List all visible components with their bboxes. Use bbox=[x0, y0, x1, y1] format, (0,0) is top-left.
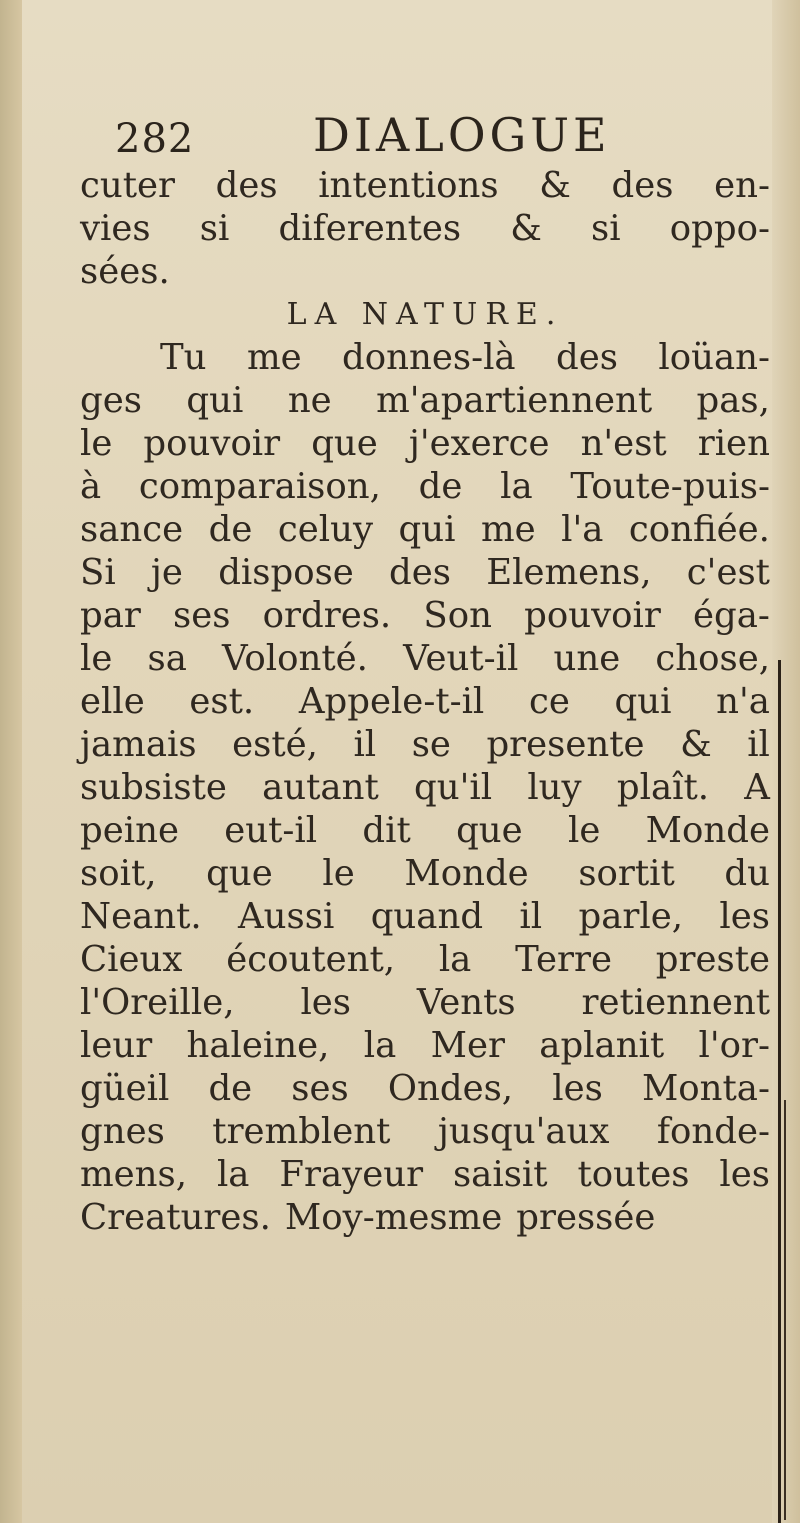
word: Appele-t-il bbox=[298, 681, 485, 722]
word: se bbox=[411, 724, 451, 765]
text-line bbox=[80, 164, 770, 207]
word: des bbox=[389, 552, 451, 593]
word: intentions bbox=[318, 165, 499, 206]
word: de bbox=[418, 466, 463, 507]
text-line bbox=[80, 766, 770, 809]
word: ges bbox=[80, 380, 142, 421]
page-edge-shadow bbox=[778, 660, 781, 1523]
word: retiennent bbox=[581, 982, 770, 1023]
word: des bbox=[215, 165, 278, 206]
text-line bbox=[80, 1110, 770, 1153]
word: la bbox=[216, 1154, 250, 1195]
word: Terre bbox=[515, 939, 613, 980]
text-line bbox=[80, 594, 770, 637]
word: l'a bbox=[561, 509, 604, 550]
word: qui bbox=[398, 509, 456, 550]
text-line bbox=[80, 336, 770, 379]
text-line bbox=[80, 852, 770, 895]
word: aplanit bbox=[539, 1025, 665, 1066]
word: n'est bbox=[580, 423, 667, 464]
word: écoutent, bbox=[226, 939, 396, 980]
word: ordres. bbox=[262, 595, 392, 636]
word: de bbox=[208, 1068, 253, 1109]
word: Aussi bbox=[238, 896, 335, 937]
word: à bbox=[80, 466, 102, 507]
word: qui bbox=[614, 681, 672, 722]
word: je bbox=[150, 552, 183, 593]
word: presente bbox=[486, 724, 645, 765]
word: du bbox=[724, 853, 770, 894]
word: celuy bbox=[277, 509, 374, 550]
text-line bbox=[80, 551, 770, 594]
word: Volonté. bbox=[222, 638, 368, 679]
word: Mer bbox=[430, 1025, 505, 1066]
word: Monde bbox=[404, 853, 529, 894]
word: qui bbox=[186, 380, 244, 421]
word: Monta- bbox=[641, 1068, 770, 1109]
word: les bbox=[300, 982, 352, 1023]
word: diferentes bbox=[278, 208, 462, 249]
word: jamais bbox=[80, 724, 197, 765]
page-right-edge bbox=[772, 0, 800, 1523]
page-number: 282 bbox=[115, 116, 195, 162]
word: ses bbox=[173, 595, 231, 636]
word: il bbox=[519, 896, 543, 937]
word: Son bbox=[423, 595, 492, 636]
text-line bbox=[80, 1153, 770, 1196]
word: la bbox=[438, 939, 472, 980]
word: luy bbox=[527, 767, 582, 808]
text-line bbox=[80, 422, 770, 465]
text-line bbox=[80, 680, 770, 723]
word: que bbox=[311, 423, 378, 464]
text-line bbox=[80, 379, 770, 422]
word: vies bbox=[80, 208, 151, 249]
page-header bbox=[115, 108, 735, 168]
word: & bbox=[680, 724, 712, 765]
word: esté, bbox=[232, 724, 318, 765]
word: Veut-il bbox=[403, 638, 519, 679]
text-line bbox=[80, 1024, 770, 1067]
word: Creatures. bbox=[80, 1197, 271, 1238]
page-edge-shadow-inner bbox=[784, 1100, 786, 1520]
word: éga- bbox=[693, 595, 770, 636]
word: Neant. bbox=[80, 896, 202, 937]
text-line bbox=[80, 981, 770, 1024]
word: eut-il bbox=[224, 810, 318, 851]
word: Si bbox=[80, 552, 116, 593]
word: si bbox=[591, 208, 621, 249]
word: sance bbox=[80, 509, 184, 550]
word: Frayeur bbox=[279, 1154, 424, 1195]
word: m'apartiennent bbox=[376, 380, 653, 421]
text-line bbox=[80, 207, 770, 250]
word: me bbox=[246, 337, 302, 378]
word: & bbox=[510, 208, 542, 249]
text-line bbox=[80, 1067, 770, 1110]
word: les bbox=[719, 1154, 770, 1195]
word: ses bbox=[291, 1068, 349, 1109]
text-line bbox=[80, 809, 770, 852]
text-line bbox=[80, 250, 770, 293]
word: Elemens, bbox=[486, 552, 652, 593]
word: oppo- bbox=[669, 208, 770, 249]
word: sortit bbox=[578, 853, 675, 894]
word: cuter bbox=[80, 165, 175, 206]
text-line bbox=[80, 637, 770, 680]
word: Tu bbox=[160, 337, 207, 378]
word: Ondes, bbox=[387, 1068, 514, 1109]
word: la bbox=[500, 466, 533, 507]
word: plaît. bbox=[616, 767, 710, 808]
text-line bbox=[80, 1196, 770, 1239]
word: il bbox=[747, 724, 770, 765]
word: que bbox=[206, 853, 273, 894]
word: Monde bbox=[645, 810, 770, 851]
word: ce bbox=[528, 681, 570, 722]
word: toutes bbox=[577, 1154, 690, 1195]
word: sées. bbox=[80, 251, 170, 292]
word: subsiste bbox=[80, 767, 227, 808]
word: l'or- bbox=[698, 1025, 770, 1066]
word: est. bbox=[189, 681, 255, 722]
word: la bbox=[363, 1025, 397, 1066]
word: que bbox=[456, 810, 523, 851]
word: le bbox=[322, 853, 355, 894]
word: les bbox=[552, 1068, 603, 1109]
body-text bbox=[80, 164, 770, 1239]
word: dispose bbox=[218, 552, 354, 593]
word: confiée. bbox=[628, 509, 770, 550]
speaker-label: LA NATURE. bbox=[286, 297, 564, 332]
word: les bbox=[719, 896, 770, 937]
word: par bbox=[80, 595, 141, 636]
text-line bbox=[80, 723, 770, 766]
word: fonde- bbox=[656, 1111, 770, 1152]
word: haleine, bbox=[186, 1025, 330, 1066]
text-line bbox=[80, 895, 770, 938]
word: en- bbox=[714, 165, 770, 206]
word: des bbox=[556, 337, 618, 378]
word: tremblent bbox=[212, 1111, 391, 1152]
word: parle, bbox=[578, 896, 684, 937]
word: leur bbox=[80, 1025, 153, 1066]
word: quand bbox=[370, 896, 484, 937]
speaker-heading bbox=[80, 293, 770, 336]
word: jusqu'aux bbox=[437, 1111, 610, 1152]
word: rien bbox=[697, 423, 770, 464]
word: dit bbox=[362, 810, 411, 851]
word: n'a bbox=[716, 681, 770, 722]
word: qu'il bbox=[414, 767, 493, 808]
scan-left-margin bbox=[0, 0, 22, 1523]
word: pressée bbox=[516, 1197, 656, 1238]
word: le bbox=[567, 810, 601, 851]
text-line bbox=[80, 938, 770, 981]
word: Toute-puis- bbox=[570, 466, 770, 507]
word: saisit bbox=[452, 1154, 548, 1195]
word: pouvoir bbox=[143, 423, 281, 464]
text-line bbox=[80, 465, 770, 508]
word: j'exerce bbox=[408, 423, 550, 464]
word: l'Oreille, bbox=[80, 982, 235, 1023]
word: loüan- bbox=[658, 337, 770, 378]
word: des bbox=[611, 165, 674, 206]
word: comparaison, bbox=[138, 466, 381, 507]
word: mens, bbox=[80, 1154, 188, 1195]
word: donnes-là bbox=[342, 337, 516, 378]
word: Vents bbox=[416, 982, 516, 1023]
word: gnes bbox=[80, 1111, 165, 1152]
word: si bbox=[199, 208, 230, 249]
word: autant bbox=[262, 767, 379, 808]
word: güeil bbox=[80, 1068, 170, 1109]
word: de bbox=[208, 509, 253, 550]
text-line bbox=[80, 508, 770, 551]
word: & bbox=[539, 165, 571, 206]
word: sa bbox=[147, 638, 187, 679]
word: preste bbox=[655, 939, 770, 980]
word: le bbox=[80, 638, 113, 679]
word: Cieux bbox=[80, 939, 183, 980]
word: il bbox=[353, 724, 377, 765]
word: A bbox=[744, 767, 770, 808]
word: c'est bbox=[686, 552, 770, 593]
word: peine bbox=[80, 810, 179, 851]
word: me bbox=[480, 509, 536, 550]
word: elle bbox=[80, 681, 145, 722]
running-head: DIALOGUE bbox=[313, 108, 611, 162]
word: ne bbox=[287, 380, 332, 421]
word: une bbox=[553, 638, 621, 679]
word: soit, bbox=[80, 853, 157, 894]
word: pouvoir bbox=[524, 595, 661, 636]
word: le bbox=[80, 423, 113, 464]
word: chose, bbox=[655, 638, 770, 679]
word: Moy-mesme bbox=[284, 1197, 503, 1238]
word: pas, bbox=[696, 380, 770, 421]
